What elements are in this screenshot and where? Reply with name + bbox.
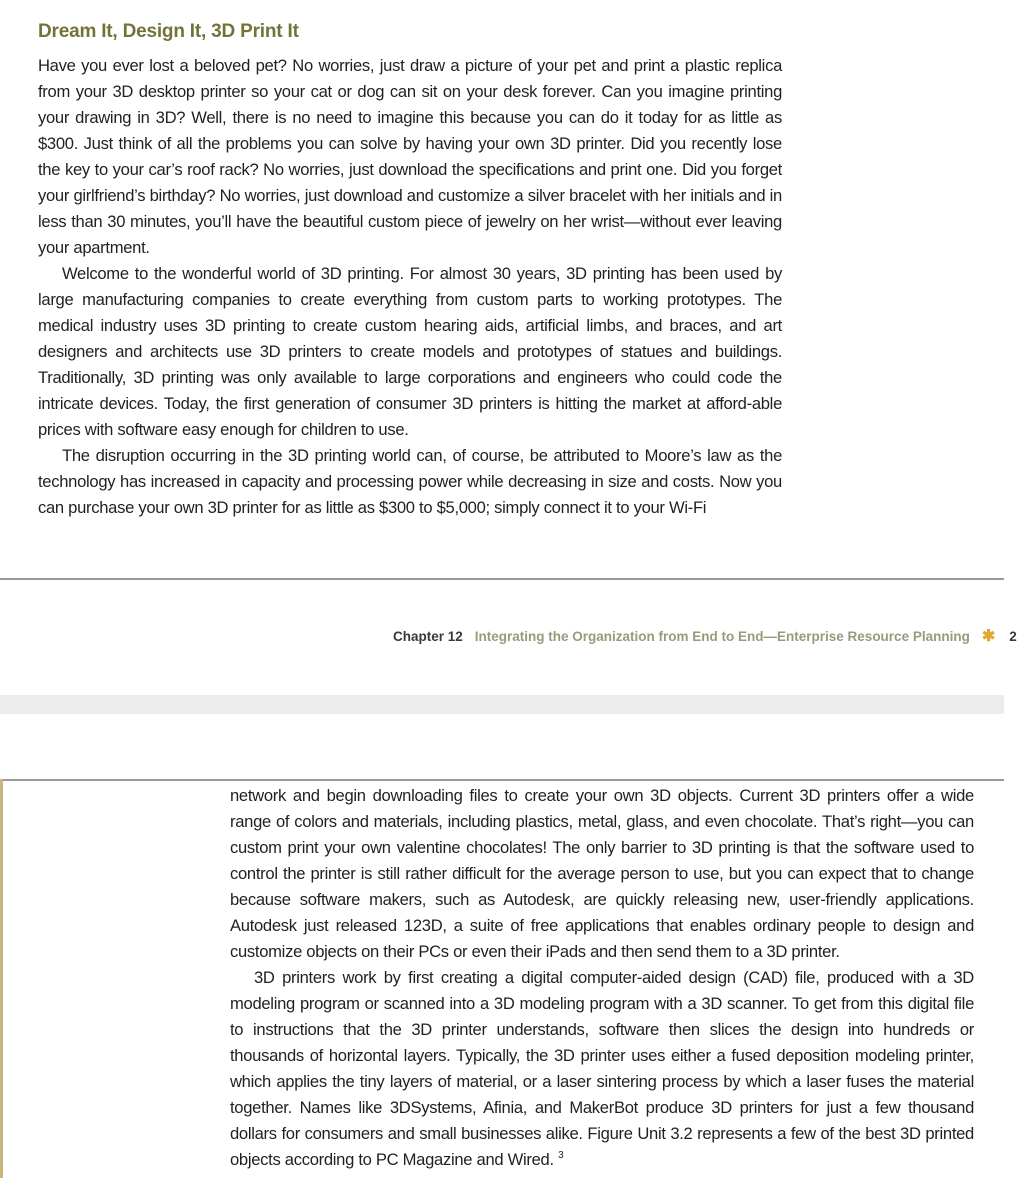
page-edge-bar	[0, 779, 3, 1178]
footer-star-icon: ✱	[981, 628, 996, 645]
paragraph-5	[230, 965, 974, 1173]
paragraph-2: Welcome to the wonderful world of 3D printing. For almost 30 years, 3D printing has been used by large manufacturing companies to create everything from custom parts to working prototypes. The medical industry uses 3D printing to create custom hearing aids, artificial limbs, and braces, and art designers and architects use 3D printers to create models and prototypes of statues and buildings. Traditionally, 3D printing was only available to large corporations and engineers who could code the intricate devices. Today, the first generation of consumer 3D printers is hitting the market at afford-able prices with software easy enough for children to use.	[38, 264, 782, 439]
page-bottom	[0, 779, 1004, 1178]
page-gap	[0, 695, 1004, 714]
footnote-reference: 3	[558, 1150, 564, 1161]
body-text-top	[38, 53, 782, 521]
paragraph-4: network and begin downloading files to create your own 3D objects. Current 3D printers offer a wide range of colors and materials, including plastics, metal, glass, and even chocolate. That’s right—you can custom print your own valentine chocolates! The only barrier to 3D printing is that the software used to control the printer is still rather difficult for the average person to use, but you can expect that to change because software makers, such as Autodesk, are quickly releasing new, user-friendly applications. Autodesk just released 123D, a suite of free applications that enables ordinary people to design and customize objects on their PCs or even their iPads and then send them to a 3D printer.	[230, 786, 974, 961]
page-top	[0, 0, 1004, 580]
paragraph-5-text: 3D printers work by first creating a digital computer-aided design (CAD) file, produced with a 3D modeling program or scanned into a 3D modeling program with a 3D scanner. To get from this digital file to instructions that the 3D printer understands, software then slices the design into hundreds or thousands of horizontal layers. Typically, the 3D printer uses either a fused deposition modeling printer, which applies the tiny layers of material, or a laser sintering process by which a laser fuses the material together. Names like 3DSystems, Afinia, and MakerBot produce 3D printers for just a few thousand dollars for consumers and small businesses alike. Figure Unit 3.2 represents a few of the best 3D printed objects according to PC Magazine and Wired.	[230, 968, 974, 1169]
page-divider-bottom	[0, 779, 1004, 781]
footer-chapter: Chapter 12	[393, 629, 463, 644]
footer-chapter-title: Integrating the Organization from End to End—Enterprise Resource Planning	[474, 629, 970, 644]
paragraph-3: The disruption occurring in the 3D printing world can, of course, be attributed to Moore’s law as the technology has increased in capacity and processing power while decreasing in size and costs. Now you can purchase your own 3D printer for as little as $300 to $5,000; simply connect it to your Wi-Fi	[38, 446, 782, 517]
page-footer	[393, 626, 1017, 646]
footer-page-number: 2	[1009, 629, 1017, 644]
section-heading: Dream It, Design It, 3D Print It	[38, 21, 299, 42]
page-divider-top	[0, 578, 1004, 580]
paragraph-1: Have you ever lost a beloved pet? No worries, just draw a picture of your pet and print a plastic replica from your 3D desktop printer so your cat or dog can sit on your desk forever. Can you imagine printing your drawing in 3D? Well, there is no need to imagine this because you can do it today for as little as $300. Just think of all the problems you can solve by having your own 3D printer. Did you recently lose the key to your car’s roof rack? No worries, just download the specifications and print one. Did you forget your girlfriend’s birthday? No worries, just download and customize a silver bracelet with her initials and in less than 30 minutes, you’ll have the beautiful custom piece of jewelry on her wrist—without ever leaving your apartment.	[38, 56, 782, 257]
body-text-bottom	[230, 783, 974, 1173]
